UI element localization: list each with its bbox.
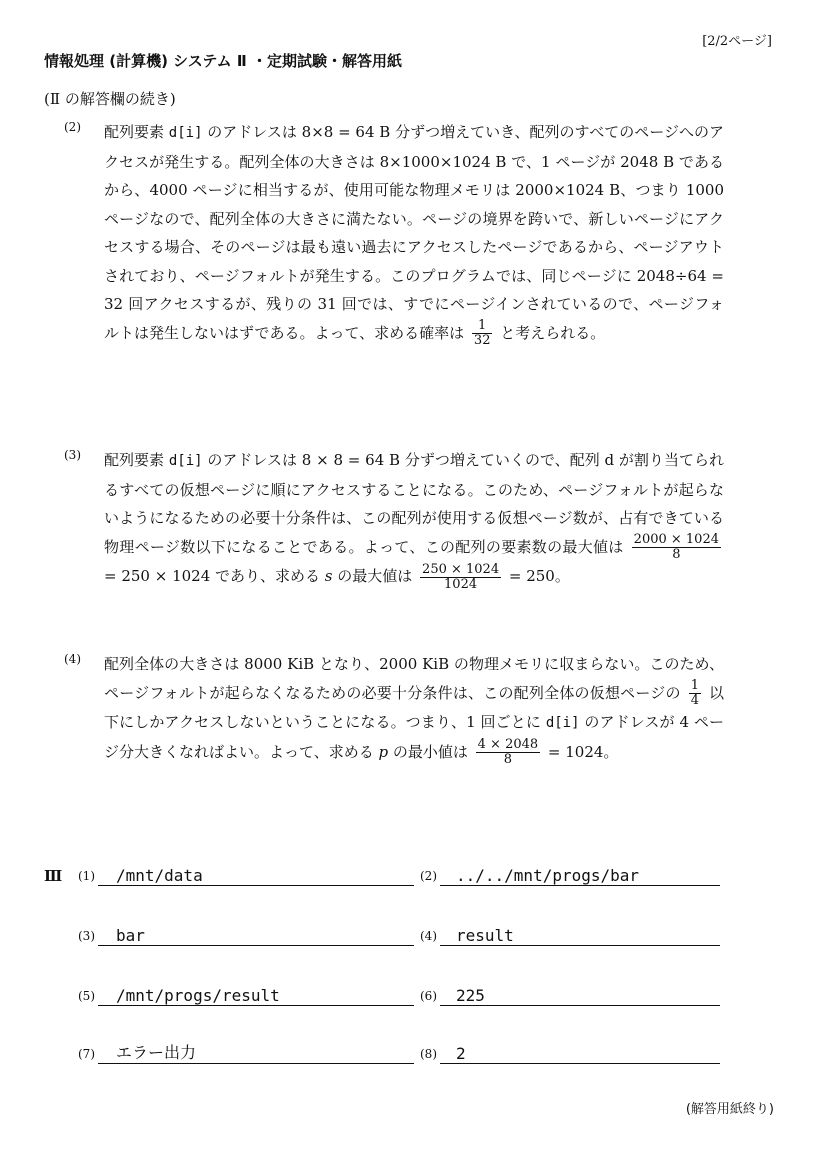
answer-2 [64, 118, 724, 348]
answer-blank: (2) ../../mnt/progs/bar [420, 862, 720, 886]
answer-4 [64, 650, 724, 767]
math-variable: s [324, 567, 333, 585]
answer-blank: (3) bar [78, 922, 414, 946]
answer-value: /mnt/data [116, 866, 203, 885]
page-indicator: [2/2ページ] [702, 34, 772, 49]
continuation-note: (Ⅱ の解答欄の続き) [44, 90, 176, 108]
answer-number: (2) [64, 120, 81, 134]
code-snippet: d[i] [168, 453, 203, 469]
answer-value: 225 [456, 986, 485, 1005]
answer-value: bar [116, 926, 145, 945]
answer-blank: (5) /mnt/progs/result [78, 982, 414, 1006]
answer-blank: (7) エラー出力 [78, 1040, 414, 1064]
fraction: $\frac{4 \times 2048}{8}$ [477, 737, 539, 767]
answer-blank: (4) result [420, 922, 720, 946]
answer-value: result [456, 926, 514, 945]
fraction: $\frac{1}{4}$ [690, 678, 699, 708]
code-snippet: d[i] [545, 715, 580, 731]
fraction: $\frac{2000 \times 1024}{8}$ [633, 532, 719, 562]
answer-text: 配列要素 d[i] のアドレスは 8 × 8 = 64 B 分ずつ増えていくので、配列 d が割り当てられるすべての仮想ページに順にアクセスすることになる。このため、ページフォルトが起らないようになるための必要十分条件は、この配列が使用する仮想ページ数が、占有できている物理ページ数以下になることである。よって、この配列の要素数の最大値は $\frac{2000 \times 1024}{8}$ = 250 × 1024 であり、求める s の最大値は $\frac{250 \times 1024}{1024}$ = 250。 [104, 451, 724, 592]
answer-blank: (6) 225 [420, 982, 720, 1006]
answer-blank: (1) /mnt/data [78, 862, 414, 886]
answer-text: 配列要素 d[i] のアドレスは 8×8 = 64 B 分ずつ増えていき、配列のすべてのページへのアクセスが発生する。配列全体の大きさは 8×1000×1024 B で、1 ページが 2048 B であるから、4000 ページに相当するが、使用可能な物理メモリは 2000×1024 B、つまり 1000 ページなので、配列全体の大きさに満たない。ページの境界を跨いで、新しいページにアクセスする場合、そのページは最も遠い過去にアクセスしたページであるから、ページアウトされており、ページフォルトが発生する。このプログラムでは、同じページに 2048÷64 = 32 回アクセスするが、残りの 31 回では、すでにページインされているので、ページフォルトは発生しないはずである。よって、求める確率は $\frac{1}{32}$ と考えられる。 [104, 123, 724, 348]
answer-number: (3) [64, 448, 81, 462]
page-title: 情報処理 (計算機) システム Ⅱ ・定期試験・解答用紙 [44, 52, 402, 70]
answer-value: 2 [456, 1044, 466, 1063]
code-snippet: d[i] [168, 125, 203, 141]
section-3-label: Ⅲ [44, 867, 63, 885]
math-variable: p [378, 742, 389, 761]
fraction: $\frac{1}{32}$ [473, 318, 491, 348]
answer-value: ../../mnt/progs/bar [456, 866, 640, 885]
fraction: $\frac{250 \times 1024}{1024}$ [422, 561, 500, 592]
answer-value: /mnt/progs/result [116, 986, 280, 1005]
answer-blank: (8) 2 [420, 1040, 720, 1064]
answer-number: (4) [64, 652, 81, 666]
footer-note: (解答用紙終り) [685, 1102, 774, 1117]
answer-text: 配列全体の大きさは 8000 KiB となり、2000 KiB の物理メモリに収まらない。このため、ページフォルトが起らなくなるための必要十分条件は、この配列全体の仮想ページの $\frac{1}{4}$ 以下にしかアクセスしないということになる。つまり、1 回ごとに d[i] のアドレスが 4 ページ分大きくなればよい。よって、求める p の最小値は $\frac{4 \times 2048}{8}$ = 1024。 [104, 655, 724, 767]
answer-value: エラー出力 [116, 1043, 197, 1062]
answer-3 [64, 446, 724, 592]
